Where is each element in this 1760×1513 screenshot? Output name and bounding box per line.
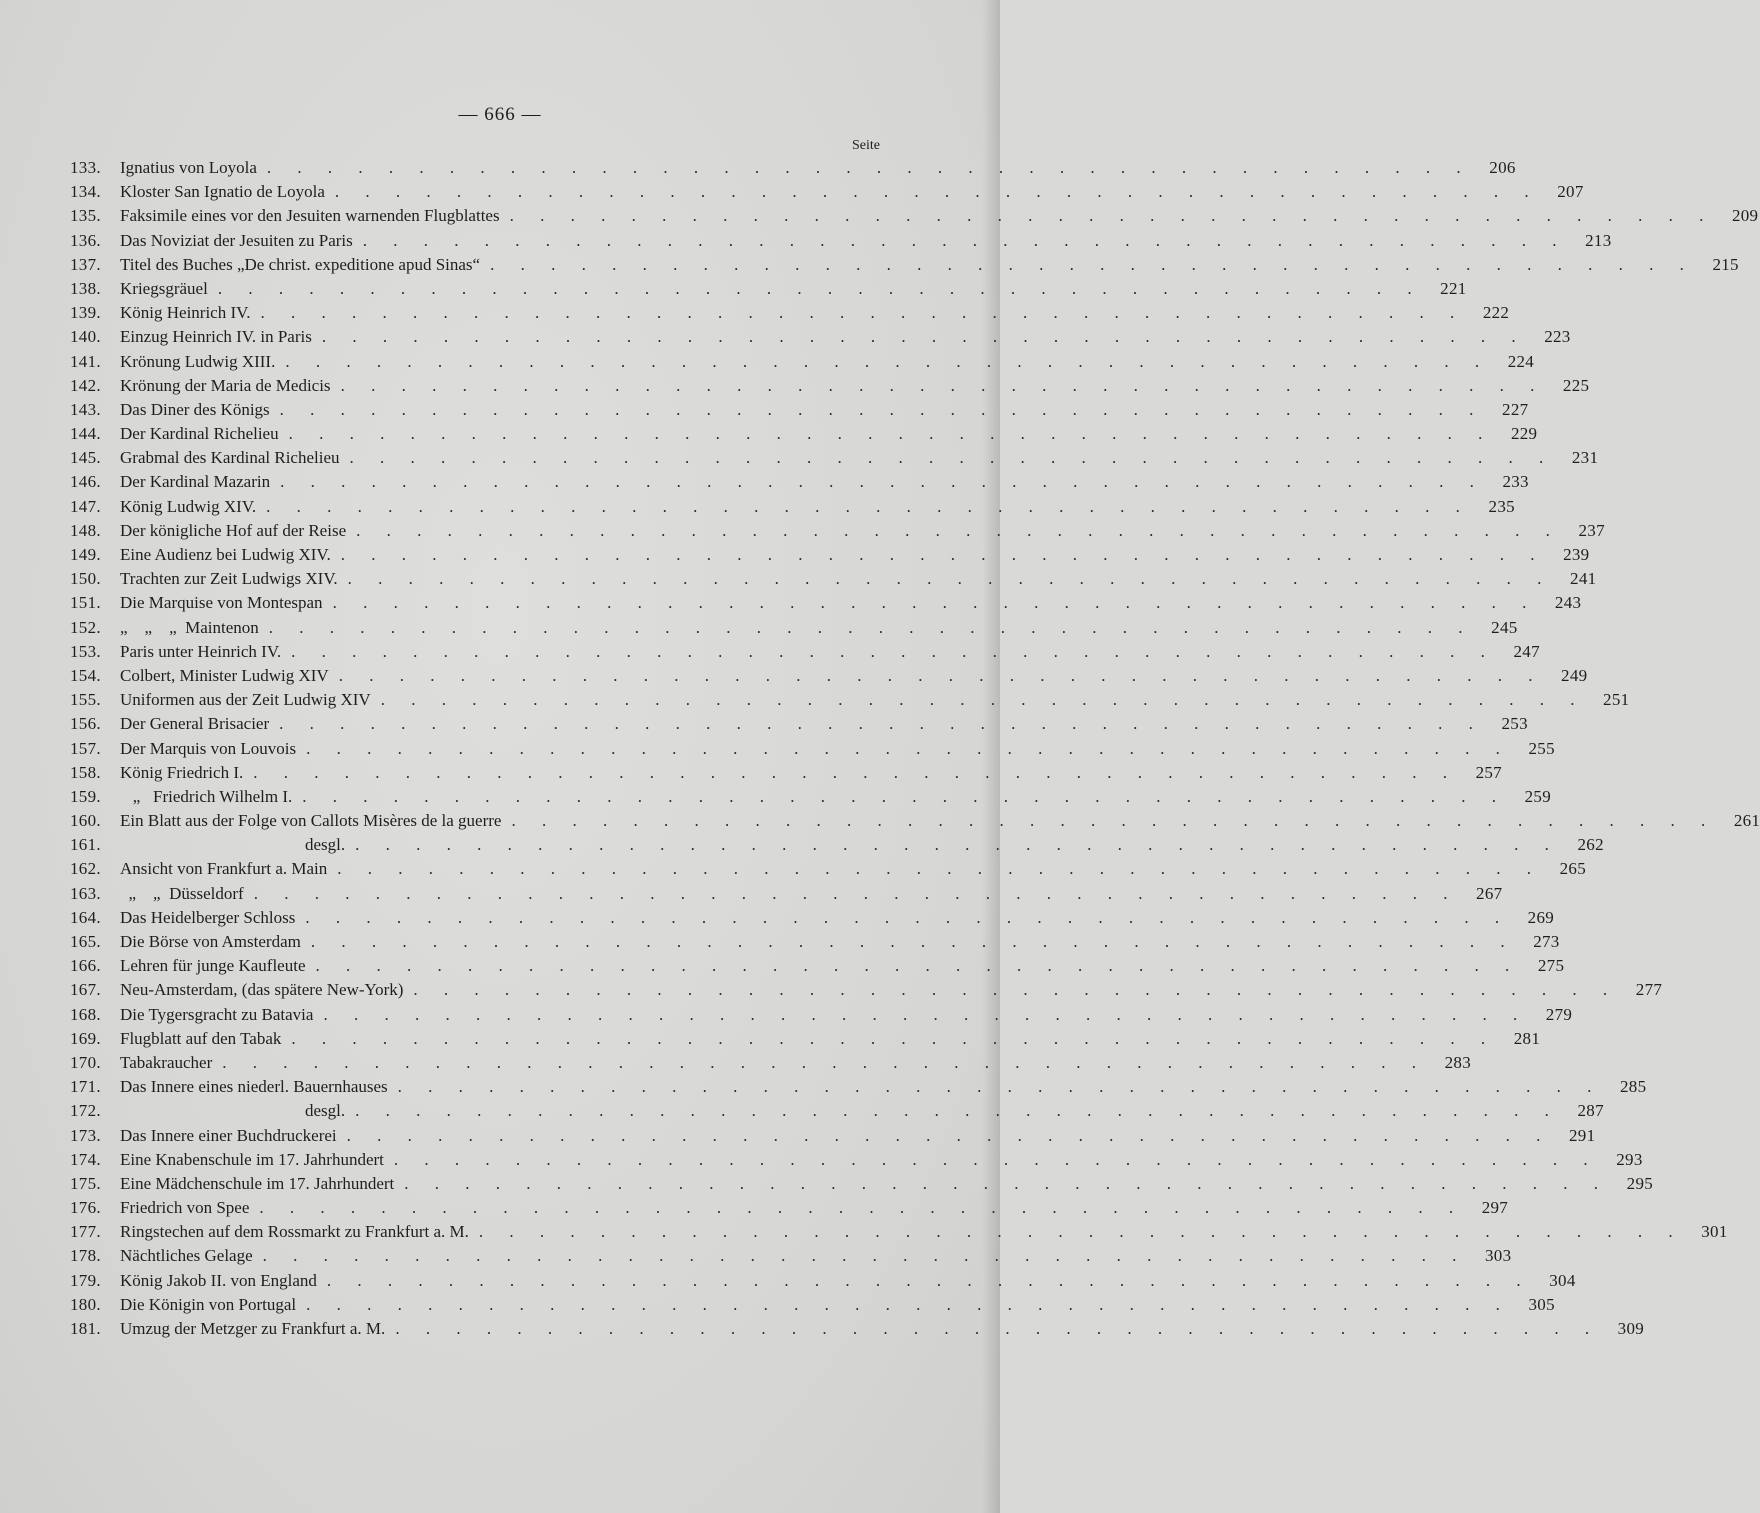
entry-number: 135. (70, 206, 101, 226)
entry-page-number: 267 (1476, 883, 1503, 903)
dot-leader (306, 954, 1521, 978)
entry-number: 157. (70, 738, 101, 758)
index-entry (70, 446, 1599, 470)
index-entry (70, 253, 1739, 277)
dot-leader (269, 712, 1484, 736)
entry-number: 170. (70, 1052, 101, 1072)
entry-title: Die Börse von Amsterdam (120, 932, 301, 951)
entry-title: Krönung Ludwig XIII. (120, 351, 276, 371)
index-entry (70, 1003, 1573, 1027)
entry-title: desgl. (305, 835, 346, 855)
entry-title: Faksimile eines vor den Jesuiten warnenden Flugblattes (120, 206, 500, 226)
index-entry (70, 1148, 1643, 1172)
index-entry (70, 204, 1759, 228)
entry-page-number: 209 (1731, 206, 1759, 226)
entry-page-number: 249 (1561, 665, 1588, 685)
entry-page-number: 309 (1617, 1319, 1645, 1338)
index-entry (70, 1172, 1654, 1196)
entry-title: Kriegsgräuel (120, 278, 208, 298)
entry-page-number: 235 (1488, 496, 1515, 516)
page-column-label: Seite (852, 138, 880, 153)
entry-title: Der General Brisacier (120, 714, 270, 734)
entry-number: 152. (70, 617, 101, 637)
entry-title: Das Innere eines niederl. Bauernhauses (120, 1077, 388, 1097)
entry-page-number: 259 (1524, 786, 1552, 806)
dot-leader (317, 1269, 1532, 1293)
dot-leader (208, 277, 1423, 301)
entry-number: 181. (70, 1319, 101, 1338)
entry-title: Der Marquis von Louvois (120, 738, 297, 758)
index-entry (70, 470, 1529, 494)
index-entry (70, 495, 1515, 519)
entry-title: Nächtliches Gelage (120, 1246, 253, 1266)
entry-page-number: 303 (1484, 1246, 1512, 1266)
entry-page-number: 257 (1475, 762, 1502, 782)
index-entry (70, 737, 1555, 761)
entry-title: Friedrich von Spee (120, 1198, 250, 1218)
entry-number: 133. (70, 158, 101, 177)
entry-page-number: 269 (1527, 907, 1555, 927)
index-entry (70, 180, 1584, 204)
dot-leader (331, 374, 1546, 398)
index-entry (70, 761, 1502, 785)
entry-number: 155. (70, 690, 101, 710)
dot-leader (337, 1124, 1552, 1148)
entry-title: König Ludwig XIV. (120, 496, 257, 516)
entry-page-number: 241 (1570, 569, 1597, 589)
dot-leader (346, 519, 1561, 543)
index-entry (70, 1293, 1555, 1317)
index-entry (70, 906, 1555, 930)
entry-number: 173. (70, 1125, 101, 1145)
entry-number: 137. (70, 254, 101, 274)
dot-leader (338, 567, 1553, 591)
index-entry (70, 325, 1571, 349)
dot-leader (403, 978, 1618, 1002)
dot-leader (281, 1027, 1496, 1051)
entry-page-number: 229 (1510, 424, 1538, 444)
index-entry (70, 229, 1612, 253)
entry-title: Grabmal des Kardinal Richelieu (120, 448, 340, 468)
index-entry (70, 954, 1565, 978)
entry-page-number: 233 (1502, 472, 1529, 492)
entry-page-number: 237 (1578, 520, 1605, 540)
entry-title: Das Innere einer Buchdruckerei (120, 1125, 337, 1145)
entry-title: Uniformen aus der Zeit Ludwig XIV (120, 690, 371, 710)
entry-number: 172. (70, 1101, 101, 1121)
entry-number: 180. (70, 1294, 101, 1314)
dot-leader (253, 1244, 1468, 1268)
index-entry (70, 978, 1663, 1002)
entry-title: Das Heidelberger Schloss (120, 907, 296, 927)
entry-page-number: 215 (1712, 254, 1739, 274)
entry-page-number: 279 (1545, 1004, 1573, 1024)
entry-title: Eine Audienz bei Ludwig XIV. (120, 545, 331, 564)
entry-title: Paris unter Heinrich IV. (120, 641, 282, 661)
entry-title: Der Kardinal Mazarin (120, 472, 271, 492)
entry-number: 175. (70, 1173, 101, 1193)
entry-number: 174. (70, 1149, 101, 1169)
entry-page-number: 293 (1616, 1149, 1643, 1169)
entry-page-number: 273 (1533, 932, 1560, 951)
entry-title: Umzug der Metzger zu Frankfurt a. M. (120, 1319, 386, 1338)
index-entry (70, 422, 1538, 446)
dot-leader (371, 688, 1586, 712)
dot-leader (327, 857, 1542, 881)
index-entry (70, 1075, 1647, 1099)
entry-title: Lehren für junge Kaufleute (120, 956, 306, 976)
dot-leader (250, 301, 1465, 325)
entry-page-number: 251 (1603, 690, 1630, 710)
dot-leader (323, 591, 1538, 615)
entry-page-number: 305 (1528, 1294, 1555, 1314)
entry-page-number: 247 (1513, 641, 1540, 661)
entry-page-number: 221 (1440, 278, 1467, 298)
index-entry (70, 591, 1582, 615)
entry-title: Eine Mädchenschule im 17. Jahrhundert (120, 1173, 395, 1193)
entry-title: „ „ „ Maintenon (120, 617, 259, 637)
index-entry (70, 664, 1588, 688)
dot-leader (340, 446, 1555, 470)
entry-number: 169. (70, 1028, 101, 1048)
entry-page-number: 225 (1562, 375, 1590, 395)
entry-title: desgl. (305, 1101, 346, 1121)
page-edge-shadow (982, 0, 1000, 1513)
index-entry (70, 640, 1540, 664)
dot-leader (353, 229, 1568, 253)
entry-page-number: 245 (1491, 617, 1518, 637)
index-entry (70, 882, 1503, 906)
entry-number: 150. (70, 569, 101, 589)
entry-title: Kloster San Ignatio de Loyola (120, 182, 325, 202)
entry-number: 142. (70, 375, 101, 395)
dot-leader (329, 664, 1544, 688)
dot-leader (295, 906, 1510, 930)
entry-number: 171. (70, 1077, 101, 1097)
dot-leader (469, 1220, 1684, 1244)
entry-title: Trachten zur Zeit Ludwigs XIV. (120, 569, 338, 589)
entry-title: „ Friedrich Wilhelm I. (120, 786, 293, 806)
dot-leader (270, 398, 1485, 422)
entry-number: 164. (70, 907, 101, 927)
entry-number: 147. (70, 496, 101, 516)
entry-title: Eine Knabenschule im 17. Jahrhundert (120, 1149, 384, 1169)
entry-number: 141. (70, 351, 101, 371)
dot-leader (279, 422, 1494, 446)
index-entry (70, 374, 1590, 398)
entry-number: 158. (70, 762, 101, 782)
entry-page-number: 275 (1537, 956, 1565, 976)
index-entry (70, 1269, 1576, 1293)
index-entry (70, 350, 1535, 374)
index-entry (70, 1124, 1596, 1148)
entry-title: König Friedrich I. (120, 762, 244, 782)
entry-number: 167. (70, 980, 101, 1000)
entry-title: König Jakob II. von England (120, 1270, 317, 1290)
index-entry (70, 712, 1528, 736)
entry-number: 136. (70, 230, 101, 250)
dot-leader (331, 543, 1546, 567)
entry-page-number: 222 (1482, 303, 1510, 323)
entry-number: 176. (70, 1198, 101, 1218)
illustration-index (70, 156, 1760, 1341)
index-entry (70, 1051, 1471, 1075)
entry-title: Die Königin von Portugal (120, 1294, 297, 1314)
entry-title: Ein Blatt aus der Folge von Callots Misères de la guerre (120, 811, 502, 831)
entry-page-number: 223 (1544, 327, 1571, 347)
index-entry (70, 688, 1630, 712)
entry-title: Neu-Amsterdam, (das spätere New-York) (120, 980, 404, 1000)
index-entry (70, 616, 1518, 640)
dot-leader (480, 253, 1695, 277)
entry-page-number: 253 (1501, 714, 1528, 734)
entry-number: 153. (70, 641, 101, 661)
entry-page-number: 255 (1528, 738, 1555, 758)
entry-number: 138. (70, 278, 101, 298)
dot-leader (345, 1099, 1560, 1123)
entry-title: Der königliche Hof auf der Reise (120, 520, 347, 540)
entry-page-number: 297 (1481, 1198, 1509, 1218)
entry-page-number: 227 (1502, 399, 1529, 419)
entry-title: Einzug Heinrich IV. in Paris (120, 327, 312, 347)
entry-number: 162. (70, 859, 101, 879)
index-entry (70, 1317, 1645, 1341)
entry-page-number: 265 (1559, 859, 1587, 879)
entry-number: 163. (70, 883, 101, 903)
entry-title: Flugblatt auf den Tabak (120, 1028, 282, 1048)
entry-number: 166. (70, 956, 101, 976)
dot-leader (244, 882, 1459, 906)
index-entry (70, 277, 1467, 301)
entry-title: Colbert, Minister Ludwig XIV (120, 665, 329, 685)
entry-title: Das Noviziat der Jesuiten zu Paris (120, 230, 353, 250)
entry-number: 140. (70, 327, 101, 347)
dot-leader (345, 833, 1560, 857)
index-entry (70, 301, 1510, 325)
entry-title: „ „ Düsseldorf (120, 883, 244, 903)
entry-page-number: 231 (1571, 448, 1599, 468)
entry-page-number: 207 (1557, 182, 1584, 202)
dot-leader (301, 930, 1516, 954)
entry-title: Krönung der Maria de Medicis (120, 375, 331, 395)
entry-page-number: 261 (1733, 811, 1760, 831)
entry-number: 151. (70, 593, 101, 613)
dot-leader (257, 156, 1472, 180)
dot-leader (212, 1051, 1427, 1075)
dot-leader (312, 325, 1527, 349)
entry-page-number: 239 (1563, 545, 1590, 564)
entry-page-number: 206 (1489, 158, 1516, 177)
entry-title: Ansicht von Frankfurt a. Main (120, 859, 328, 879)
entry-page-number: 304 (1549, 1270, 1576, 1290)
entry-page-number: 262 (1577, 835, 1604, 855)
index-entry (70, 1027, 1541, 1051)
entry-page-number: 291 (1569, 1125, 1596, 1145)
index-entry (70, 833, 1604, 857)
dot-leader (325, 180, 1540, 204)
entry-number: 143. (70, 399, 101, 419)
page-number: — 666 — (458, 104, 542, 125)
entry-title: Ringstechen auf dem Rossmarkt zu Frankfurt a. M. (120, 1222, 469, 1242)
entry-number: 168. (70, 1004, 101, 1024)
entry-number: 177. (70, 1222, 101, 1242)
entry-number: 165. (70, 932, 101, 951)
index-entry (70, 930, 1560, 954)
entry-title: Das Diner des Königs (120, 399, 270, 419)
index-entry (70, 1220, 1728, 1244)
entry-title: Die Tygersgracht zu Batavia (120, 1004, 314, 1024)
dot-leader (281, 640, 1496, 664)
entry-page-number: 285 (1620, 1077, 1647, 1097)
index-entry (70, 1099, 1604, 1123)
entry-page-number: 295 (1626, 1173, 1654, 1193)
dot-leader (501, 809, 1716, 833)
entry-page-number: 243 (1554, 593, 1582, 613)
entry-title: Der Kardinal Richelieu (120, 424, 279, 444)
index-entry (70, 543, 1590, 567)
index-entry (70, 156, 1516, 180)
dot-leader (500, 204, 1715, 228)
entry-number: 159. (70, 786, 101, 806)
entry-page-number: 213 (1585, 230, 1612, 250)
entry-number: 148. (70, 520, 101, 540)
entry-page-number: 287 (1577, 1101, 1604, 1121)
entry-page-number: 301 (1701, 1222, 1728, 1242)
entry-number: 179. (70, 1270, 101, 1290)
dot-leader (259, 616, 1474, 640)
entry-number: 134. (70, 182, 101, 202)
entry-number: 139. (70, 303, 101, 323)
index-entry (70, 1244, 1512, 1268)
dot-leader (243, 761, 1458, 785)
dot-leader (256, 495, 1471, 519)
entry-number: 178. (70, 1246, 101, 1266)
index-entry (70, 809, 1760, 833)
dot-leader (249, 1196, 1464, 1220)
entry-number: 149. (70, 545, 101, 564)
entry-number: 161. (70, 835, 101, 855)
index-entry (70, 785, 1552, 809)
index-entry (70, 567, 1597, 591)
index-entry (70, 857, 1587, 881)
dot-leader (394, 1172, 1609, 1196)
index-entry (70, 398, 1529, 422)
entry-title: Die Marquise von Montespan (120, 593, 323, 613)
dot-leader (313, 1003, 1528, 1027)
entry-page-number: 277 (1635, 980, 1663, 1000)
dot-leader (296, 737, 1511, 761)
entry-title: Tabakraucher (120, 1052, 213, 1072)
entry-number: 154. (70, 665, 101, 685)
entry-title: König Heinrich IV. (120, 303, 251, 323)
index-entry (70, 519, 1605, 543)
entry-page-number: 283 (1444, 1052, 1471, 1072)
dot-leader (296, 1293, 1511, 1317)
dot-leader (270, 470, 1485, 494)
entry-page-number: 224 (1507, 351, 1535, 371)
entry-page-number: 281 (1513, 1028, 1541, 1048)
index-entry (70, 1196, 1509, 1220)
entry-number: 146. (70, 472, 101, 492)
entry-number: 144. (70, 424, 101, 444)
entry-number: 156. (70, 714, 101, 734)
entry-title: Titel des Buches „De christ. expeditione apud Sinas“ (120, 254, 481, 274)
dot-leader (275, 350, 1490, 374)
entry-title: Ignatius von Loyola (120, 158, 257, 177)
entry-number: 145. (70, 448, 101, 468)
dot-leader (292, 785, 1507, 809)
entry-number: 160. (70, 811, 101, 831)
